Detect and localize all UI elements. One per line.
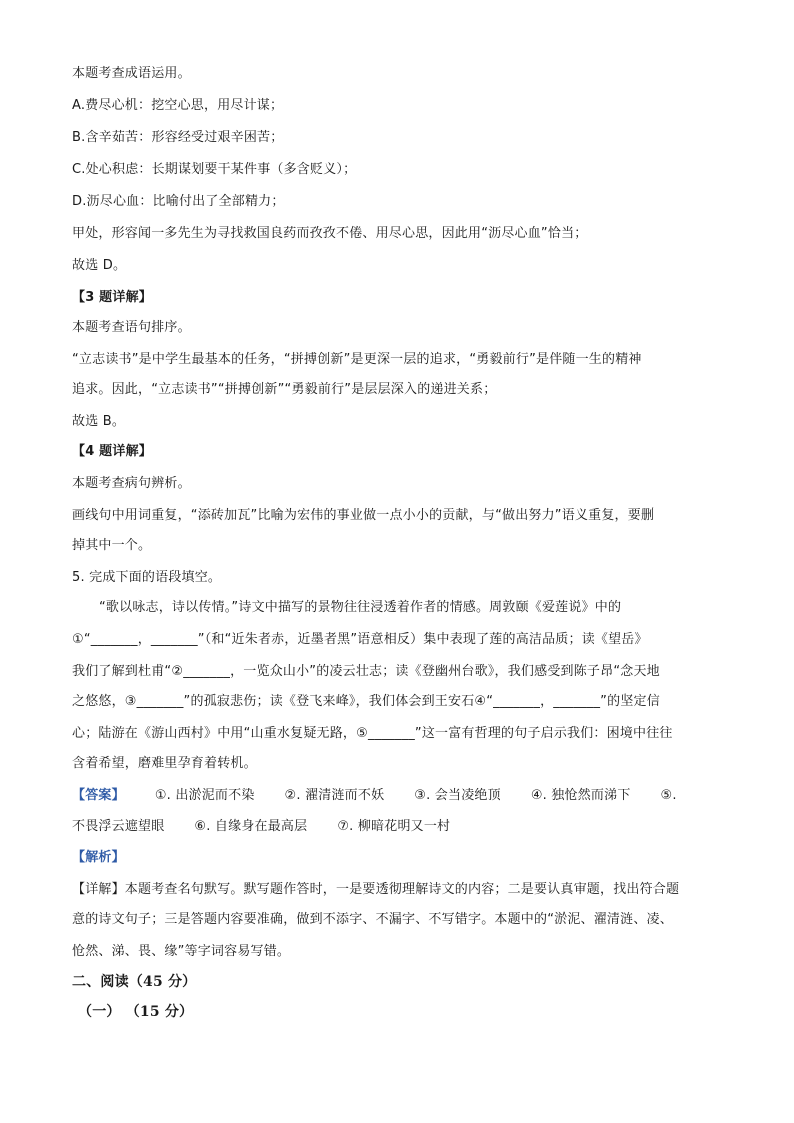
text-line: D.沥尽心血：比喻付出了全部精力； — [72, 194, 285, 209]
text-line: 画线句中用词重复，“添砖加瓦”比喻为宏伟的事业做一点小小的贡献，与“做出努力”语义重复，要删 — [72, 508, 655, 523]
section-heading-q3: 【3 题详解】 — [72, 290, 152, 305]
answer-item: 不畏浮云遮望眼 — [72, 819, 165, 834]
answer-line — [72, 819, 450, 835]
answer-item: ④. 独怆然而涕下 — [530, 788, 631, 803]
text-line: “立志读书”是中学生最基本的任务，“拼搏创新”是更深一层的追求，“勇毅前行”是伴随一生的精神 — [72, 352, 642, 367]
text-line: B.含辛茹苦：形容经受过艰辛困苦； — [72, 130, 284, 145]
text-line: 故选 B。 — [72, 414, 126, 429]
answer-label: 【答案】 — [72, 788, 125, 803]
text-line: 本题考查病句辨析。 — [72, 476, 191, 491]
analysis-label: 【解析】 — [72, 850, 125, 865]
answer-item: ⑤. — [660, 788, 677, 803]
answer-line — [72, 788, 677, 804]
text-line: 掉其中一个。 — [72, 538, 152, 553]
answer-item: ①. 出淤泥而不染 — [154, 788, 255, 803]
question-5-title: 5. 完成下面的语段填空。 — [72, 570, 222, 585]
text-line: 故选 D。 — [72, 258, 127, 273]
text-line: 之悠悠，③_______”的孤寂悲伤；读《登飞来峰》，我们体会到王安石④“_______，_______”的坚定信 — [72, 694, 660, 709]
text-line: 怆然、涕、畏、缘”等字词容易写错。 — [72, 944, 291, 959]
text-line: 甲处，形容闻一多先生为寻找救国良药而孜孜不倦、用尽心思，因此用“沥尽心血”恰当； — [72, 226, 588, 241]
text-line: 含着希望，磨难里孕育着转机。 — [72, 756, 257, 771]
text-line: C.处心积虑：长期谋划要干某件事（多含贬义）； — [72, 162, 357, 177]
answer-item: ②. 濯清涟而不妖 — [284, 788, 385, 803]
text-line: ①“_______，_______”（和“近朱者赤，近墨者黑”语意相反）集中表现了莲的高洁品质；读《望岳》 — [72, 632, 648, 647]
text-line: “歌以咏志，诗以传情。”诗文中描写的景物往往浸透着作者的情感。周敦颐《爱莲说》中的 — [99, 600, 622, 615]
subsection-title: （一） （15 分） — [78, 1004, 194, 1020]
section-title-reading: 二、阅读（45 分） — [72, 974, 197, 990]
section-heading-q4: 【4 题详解】 — [72, 444, 152, 459]
text-line: 【详解】本题考查名句默写。默写题作答时，一是要透彻理解诗文的内容；二是要认真审题，找出符合题 — [72, 882, 680, 897]
text-line: 我们了解到杜甫“②_______，一览众山小”的凌云壮志；读《登幽州台歌》，我们感受到陈子昂“念天地 — [72, 664, 660, 679]
text-line: 心；陆游在《游山西村》中用“山重水复疑无路，⑤_______”这一富有哲理的句子启示我们：困境中往往 — [72, 726, 673, 741]
text-line: 意的诗文句子；三是答题内容要准确，做到不添字、不漏字、不写错字。本题中的“淤泥、濯清涟、凌、 — [72, 912, 673, 927]
answer-item: ③. 会当凌绝顶 — [414, 788, 501, 803]
answer-item: ⑦. 柳暗花明又一村 — [337, 819, 451, 834]
answer-item: ⑥. 自缘身在最高层 — [194, 819, 308, 834]
text-line: 追求。因此，“立志读书”“拼搏创新”“勇毅前行”是层层深入的递进关系； — [72, 382, 497, 397]
text-line: 本题考查语句排序。 — [72, 320, 191, 335]
text-line: 本题考查成语运用。 — [72, 66, 191, 81]
text-line: A.费尽心机：挖空心思，用尽计谋； — [72, 98, 284, 113]
